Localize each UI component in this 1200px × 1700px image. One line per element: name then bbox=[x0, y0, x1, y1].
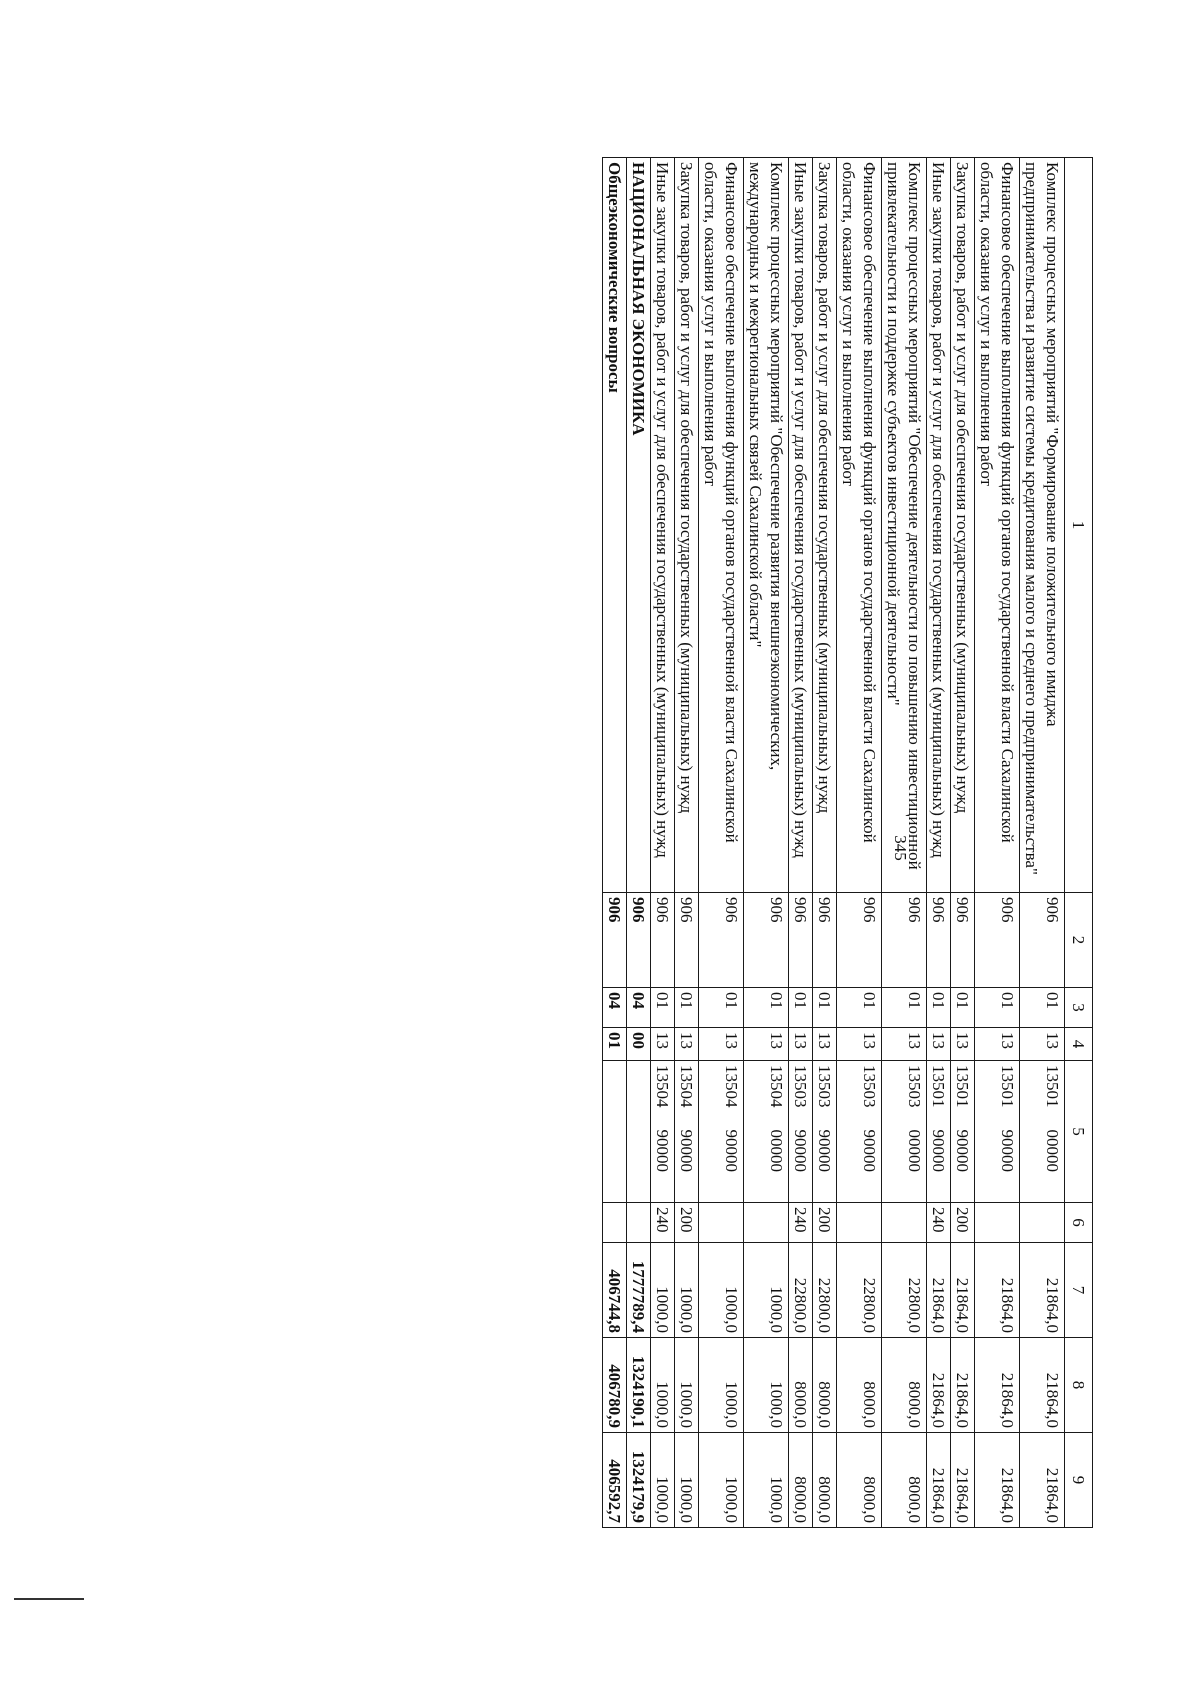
target-article-cell bbox=[882, 1061, 927, 1203]
target-article-direction: 90000 bbox=[860, 1129, 879, 1172]
subsection-code-cell: 13 bbox=[975, 1028, 1020, 1061]
subsection-code-cell: 13 bbox=[651, 1028, 675, 1061]
item-name-cell: Финансовое обеспечение выполнения функций органов государственной власти Сахалинской области, оказания услуг и выполнения работ bbox=[699, 158, 744, 893]
table-row bbox=[951, 158, 975, 1528]
section-code-cell: 01 bbox=[813, 988, 837, 1028]
target-article-direction: 90000 bbox=[791, 1129, 810, 1172]
item-name-cell: Комплекс процессных мероприятий "Обеспечение деятельности по повышению инвестиционной привлекательности и поддержке субъектов инвестиционной деятельности" bbox=[882, 158, 927, 893]
expense-type-cell bbox=[975, 1203, 1020, 1243]
item-name-cell: Закупка товаров, работ и услуг для обеспечения государственных (муниципальных) нужд bbox=[813, 158, 837, 893]
amount-year2-cell: 21864,0 bbox=[927, 1338, 951, 1433]
amount-year1-cell: 22800,0 bbox=[882, 1243, 927, 1338]
table-container bbox=[93, 157, 1093, 1527]
amount-year3-cell: 1000,0 bbox=[699, 1433, 744, 1528]
item-name-cell: Общеэкономические вопросы bbox=[603, 158, 627, 893]
target-article-program: 13504 bbox=[767, 1065, 786, 1108]
table-row bbox=[675, 158, 699, 1528]
amount-year2-cell: 1000,0 bbox=[651, 1338, 675, 1433]
subsection-code-cell: 13 bbox=[699, 1028, 744, 1061]
amount-year2-cell: 1324190,1 bbox=[627, 1338, 651, 1433]
expense-type-cell bbox=[882, 1203, 927, 1243]
ministry-code-cell: 906 bbox=[882, 893, 927, 988]
item-name-cell: НАЦИОНАЛЬНАЯ ЭКОНОМИКА bbox=[627, 158, 651, 893]
target-article-program: 13503 bbox=[905, 1065, 924, 1108]
item-name-cell: Иные закупки товаров, работ и услуг для обеспечения государственных (муниципальных) нужд bbox=[789, 158, 813, 893]
expense-type-cell: 200 bbox=[675, 1203, 699, 1243]
target-article-cell bbox=[651, 1061, 675, 1203]
amount-year3-cell: 21864,0 bbox=[927, 1433, 951, 1528]
subsection-code-cell: 13 bbox=[951, 1028, 975, 1061]
amount-year3-cell: 21864,0 bbox=[1020, 1433, 1065, 1528]
subsection-code-cell: 13 bbox=[837, 1028, 882, 1061]
amount-year2-cell: 1000,0 bbox=[675, 1338, 699, 1433]
table-row bbox=[1020, 158, 1065, 1528]
header-cell: 6 bbox=[1065, 1203, 1093, 1243]
amount-year1-cell: 22800,0 bbox=[837, 1243, 882, 1338]
amount-year2-cell: 8000,0 bbox=[789, 1338, 813, 1433]
section-code-cell: 01 bbox=[699, 988, 744, 1028]
amount-year2-cell: 21864,0 bbox=[951, 1338, 975, 1433]
target-article-direction: 90000 bbox=[722, 1129, 741, 1172]
amount-year3-cell: 1000,0 bbox=[651, 1433, 675, 1528]
target-article-cell bbox=[744, 1061, 789, 1203]
section-code-cell: 01 bbox=[882, 988, 927, 1028]
amount-year1-cell: 21864,0 bbox=[951, 1243, 975, 1338]
amount-year3-cell: 21864,0 bbox=[951, 1433, 975, 1528]
table-row bbox=[789, 158, 813, 1528]
subsection-code-cell: 00 bbox=[627, 1028, 651, 1061]
header-cell: 8 bbox=[1065, 1338, 1093, 1433]
expense-type-cell: 240 bbox=[789, 1203, 813, 1243]
header-cell: 7 bbox=[1065, 1243, 1093, 1338]
table-row bbox=[744, 158, 789, 1528]
ministry-code-cell: 906 bbox=[627, 893, 651, 988]
item-name-cell: Комплекс процессных мероприятий "Обеспечение развития внешнеэкономических, международных и межрегиональных связей Сахалинской области" bbox=[744, 158, 789, 893]
target-article-direction: 00000 bbox=[767, 1129, 786, 1172]
target-article-cell bbox=[927, 1061, 951, 1203]
amount-year3-cell: 21864,0 bbox=[975, 1433, 1020, 1528]
expense-type-cell bbox=[603, 1203, 627, 1243]
amount-year1-cell: 406744,8 bbox=[603, 1243, 627, 1338]
section-code-cell: 04 bbox=[627, 988, 651, 1028]
ministry-code-cell: 906 bbox=[813, 893, 837, 988]
expense-type-cell bbox=[627, 1203, 651, 1243]
item-name-cell: Комплекс процессных мероприятий "Формирование положительного имиджа предпринимательства и развитие системы кредитования малого и среднего предпринимательства" bbox=[1020, 158, 1065, 893]
expense-type-cell bbox=[744, 1203, 789, 1243]
target-article-cell bbox=[789, 1061, 813, 1203]
target-article-direction: 90000 bbox=[653, 1129, 672, 1172]
target-article-cell bbox=[627, 1061, 651, 1203]
ministry-code-cell: 906 bbox=[927, 893, 951, 988]
target-article-program: 13504 bbox=[653, 1065, 672, 1108]
ministry-code-cell: 906 bbox=[951, 893, 975, 988]
target-article-cell bbox=[951, 1061, 975, 1203]
target-article-cell bbox=[699, 1061, 744, 1203]
header-cell: 5 bbox=[1065, 1061, 1093, 1203]
rotated-page bbox=[93, 157, 1093, 1527]
amount-year2-cell: 21864,0 bbox=[1020, 1338, 1065, 1433]
amount-year3-cell: 8000,0 bbox=[837, 1433, 882, 1528]
header-cell: 4 bbox=[1065, 1028, 1093, 1061]
table-row bbox=[813, 158, 837, 1528]
section-code-cell: 01 bbox=[744, 988, 789, 1028]
section-code-cell: 01 bbox=[651, 988, 675, 1028]
table-row bbox=[627, 158, 651, 1528]
subsection-code-cell: 13 bbox=[789, 1028, 813, 1061]
target-article-program: 13503 bbox=[791, 1065, 810, 1108]
amount-year3-cell: 1000,0 bbox=[675, 1433, 699, 1528]
amount-year1-cell: 1777789,4 bbox=[627, 1243, 651, 1338]
target-article-program: 13503 bbox=[860, 1065, 879, 1108]
section-code-cell: 01 bbox=[975, 988, 1020, 1028]
expense-type-cell bbox=[1020, 1203, 1065, 1243]
subsection-code-cell: 13 bbox=[813, 1028, 837, 1061]
target-article-program: 13501 bbox=[998, 1065, 1017, 1108]
target-article-direction: 90000 bbox=[929, 1129, 948, 1172]
subsection-code-cell: 13 bbox=[927, 1028, 951, 1061]
target-article-cell bbox=[813, 1061, 837, 1203]
amount-year3-cell: 8000,0 bbox=[789, 1433, 813, 1528]
target-article-direction: 90000 bbox=[998, 1129, 1017, 1172]
subsection-code-cell: 13 bbox=[675, 1028, 699, 1061]
subsection-code-cell: 13 bbox=[882, 1028, 927, 1061]
item-name-cell: Иные закупки товаров, работ и услуг для обеспечения государственных (муниципальных) нужд bbox=[651, 158, 675, 893]
table-row bbox=[882, 158, 927, 1528]
item-name-cell: Финансовое обеспечение выполнения функций органов государственной власти Сахалинской области, оказания услуг и выполнения работ bbox=[975, 158, 1020, 893]
target-article-cell bbox=[675, 1061, 699, 1203]
amount-year3-cell: 8000,0 bbox=[882, 1433, 927, 1528]
amount-year2-cell: 8000,0 bbox=[837, 1338, 882, 1433]
section-code-cell: 01 bbox=[927, 988, 951, 1028]
expense-type-cell bbox=[837, 1203, 882, 1243]
amount-year3-cell: 8000,0 bbox=[813, 1433, 837, 1528]
table-row bbox=[699, 158, 744, 1528]
amount-year1-cell: 21864,0 bbox=[927, 1243, 951, 1338]
amount-year2-cell: 8000,0 bbox=[813, 1338, 837, 1433]
edge-mark bbox=[14, 1598, 84, 1600]
ministry-code-cell: 906 bbox=[651, 893, 675, 988]
ministry-code-cell: 906 bbox=[837, 893, 882, 988]
table-row bbox=[927, 158, 951, 1528]
ministry-code-cell: 906 bbox=[1020, 893, 1065, 988]
section-code-cell: 01 bbox=[951, 988, 975, 1028]
header-row bbox=[1065, 158, 1093, 1528]
amount-year1-cell: 1000,0 bbox=[744, 1243, 789, 1338]
amount-year2-cell: 8000,0 bbox=[882, 1338, 927, 1433]
section-code-cell: 01 bbox=[789, 988, 813, 1028]
amount-year1-cell: 22800,0 bbox=[789, 1243, 813, 1338]
ministry-code-cell: 906 bbox=[744, 893, 789, 988]
expense-type-cell: 200 bbox=[951, 1203, 975, 1243]
expense-type-cell bbox=[699, 1203, 744, 1243]
item-name-cell: Иные закупки товаров, работ и услуг для обеспечения государственных (муниципальных) нужд bbox=[927, 158, 951, 893]
target-article-program: 13503 bbox=[815, 1065, 834, 1108]
ministry-code-cell: 906 bbox=[699, 893, 744, 988]
amount-year1-cell: 21864,0 bbox=[1020, 1243, 1065, 1338]
target-article-cell bbox=[837, 1061, 882, 1203]
amount-year1-cell: 22800,0 bbox=[813, 1243, 837, 1338]
target-article-program: 13504 bbox=[677, 1065, 696, 1108]
page-number: 345 bbox=[891, 835, 910, 861]
subsection-code-cell: 01 bbox=[603, 1028, 627, 1061]
amount-year2-cell: 406780,9 bbox=[603, 1338, 627, 1433]
amount-year2-cell: 21864,0 bbox=[975, 1338, 1020, 1433]
expense-type-cell: 240 bbox=[651, 1203, 675, 1243]
amount-year2-cell: 1000,0 bbox=[744, 1338, 789, 1433]
header-cell: 3 bbox=[1065, 988, 1093, 1028]
header-cell: 1 bbox=[1065, 158, 1093, 893]
budget-table bbox=[602, 157, 1093, 1528]
item-name-cell: Финансовое обеспечение выполнения функций органов государственной власти Сахалинской области, оказания услуг и выполнения работ bbox=[837, 158, 882, 893]
expense-type-cell: 200 bbox=[813, 1203, 837, 1243]
target-article-direction: 90000 bbox=[677, 1129, 696, 1172]
ministry-code-cell: 906 bbox=[975, 893, 1020, 988]
amount-year1-cell: 21864,0 bbox=[975, 1243, 1020, 1338]
target-article-program: 13504 bbox=[722, 1065, 741, 1108]
item-name-cell: Закупка товаров, работ и услуг для обеспечения государственных (муниципальных) нужд bbox=[675, 158, 699, 893]
amount-year3-cell: 1000,0 bbox=[744, 1433, 789, 1528]
table-row bbox=[603, 158, 627, 1528]
item-name-cell: Закупка товаров, работ и услуг для обеспечения государственных (муниципальных) нужд bbox=[951, 158, 975, 893]
target-article-direction: 00000 bbox=[905, 1129, 924, 1172]
ministry-code-cell: 906 bbox=[603, 893, 627, 988]
amount-year1-cell: 1000,0 bbox=[651, 1243, 675, 1338]
ministry-code-cell: 906 bbox=[789, 893, 813, 988]
header-cell: 9 bbox=[1065, 1433, 1093, 1528]
ministry-code-cell: 906 bbox=[675, 893, 699, 988]
target-article-direction: 90000 bbox=[815, 1129, 834, 1172]
amount-year3-cell: 1324179,9 bbox=[627, 1433, 651, 1528]
amount-year1-cell: 1000,0 bbox=[675, 1243, 699, 1338]
section-code-cell: 01 bbox=[1020, 988, 1065, 1028]
target-article-cell bbox=[975, 1061, 1020, 1203]
target-article-program: 13501 bbox=[1043, 1065, 1062, 1108]
target-article-cell bbox=[603, 1061, 627, 1203]
table-row bbox=[837, 158, 882, 1528]
table-row bbox=[651, 158, 675, 1528]
target-article-cell bbox=[1020, 1061, 1065, 1203]
amount-year1-cell: 1000,0 bbox=[699, 1243, 744, 1338]
target-article-direction: 90000 bbox=[953, 1129, 972, 1172]
target-article-direction: 00000 bbox=[1043, 1129, 1062, 1172]
section-code-cell: 04 bbox=[603, 988, 627, 1028]
amount-year2-cell: 1000,0 bbox=[699, 1338, 744, 1433]
amount-year3-cell: 406592,7 bbox=[603, 1433, 627, 1528]
section-code-cell: 01 bbox=[675, 988, 699, 1028]
target-article-program: 13501 bbox=[953, 1065, 972, 1108]
table-body bbox=[603, 158, 1065, 1528]
expense-type-cell: 240 bbox=[927, 1203, 951, 1243]
table-row bbox=[975, 158, 1020, 1528]
section-code-cell: 01 bbox=[837, 988, 882, 1028]
subsection-code-cell: 13 bbox=[744, 1028, 789, 1061]
header-cell: 2 bbox=[1065, 893, 1093, 988]
subsection-code-cell: 13 bbox=[1020, 1028, 1065, 1061]
target-article-program: 13501 bbox=[929, 1065, 948, 1108]
